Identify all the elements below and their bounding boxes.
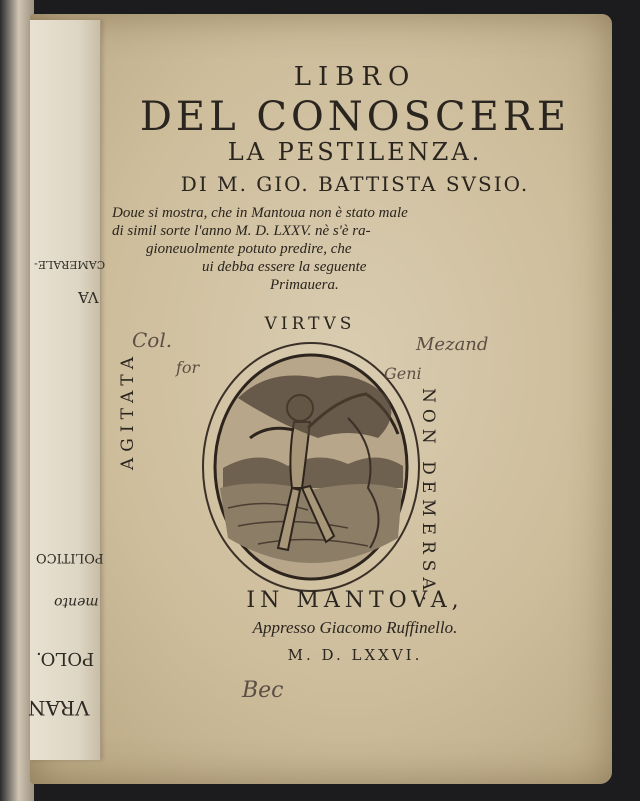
imprint-printer: Appresso Giacomo Ruffinello. [252,618,458,637]
imprint-place: IN MANTOVA, [246,588,464,613]
title-line-2: DEL CONOSCERE [139,94,571,140]
title-line-1: LIBRO [293,62,417,92]
stub-label-4: mento [54,594,99,610]
imprint-date: M. D. LXXVI. [287,646,423,664]
subtitle-line-5: Primauera. [270,277,339,293]
handwritten-note-3: Mezand [416,334,489,355]
stub-label-3: POLITICO [36,550,104,565]
handwritten-note-5: Bec [242,678,284,703]
stub-label-6: VRAN [28,696,90,720]
stub-label-1: CAMERALE- [34,258,106,271]
subtitle-line-2: di simil sorte l'anno M. D. LXXV. nè s'è ra- [112,223,371,239]
handwritten-note-1: Col. [132,328,173,352]
author-line: DI M. GIO. BATTISTA SVSIO. [180,172,530,196]
emblem-motto-left: AGITATA [118,350,138,470]
handwritten-note-2: for [176,358,200,377]
handwritten-note-4: Geni [384,364,422,383]
subtitle-line-1: Doue si mostra, che in Mantoua non è stato male [112,205,408,221]
binding-stub [28,20,106,760]
facing-page-edge [0,0,34,801]
stub-label-5: POLO. [36,648,95,669]
emblem-motto-right: NON DEMERSA. [418,388,438,608]
title-line-3: LA PESTILENZA. [227,138,483,166]
emblem-motto-top: VIRTVS [264,314,356,334]
subtitle-line-4: ui debba essere la seguente [202,259,367,275]
subtitle-line-3: gioneuolmente potuto predire, che [146,241,352,257]
stub-label-2: VA [78,288,99,306]
subtitle-paragraph [112,204,502,294]
